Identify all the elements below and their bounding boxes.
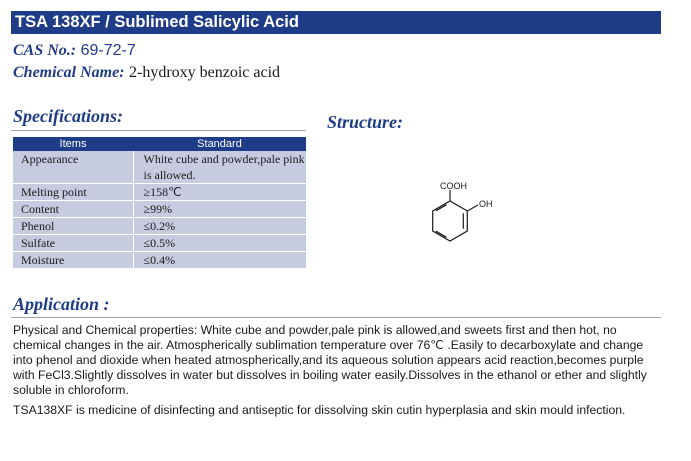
application-paragraph: TSA138XF is medicine of disinfecting and antiseptic for dissolving skin cutin hyperplasia and skin mould infection.	[13, 403, 626, 417]
table-row	[13, 184, 306, 201]
chemical-name-line	[13, 64, 280, 82]
table-header-row	[13, 137, 306, 151]
table-row	[13, 151, 306, 184]
specifications-divider	[11, 130, 306, 131]
spec-standard: ≤0.2%	[133, 218, 306, 235]
cooh-label: COOH	[440, 181, 467, 191]
spec-standard: ≥158℃	[133, 184, 306, 201]
application-heading: Application :	[13, 294, 110, 314]
spec-item: Content	[13, 201, 133, 218]
salicylic-acid-structure	[420, 178, 520, 258]
application-divider	[11, 317, 661, 318]
structure-heading: Structure:	[327, 112, 404, 132]
spec-standard: ≤0.5%	[133, 235, 306, 252]
table-row	[13, 218, 306, 235]
spec-item: Sulfate	[13, 235, 133, 252]
spec-standard: White cube and powder,pale pink is allowed.	[133, 151, 306, 184]
spec-item: Melting point	[13, 184, 133, 201]
cas-label: CAS No.:	[13, 42, 77, 59]
cas-number-line	[13, 42, 136, 60]
application-paragraph: Physical and Chemical properties: White cube and powder,pale pink is allowed,and sweets first and then hot, no chemical changes in the air. Atmospherically sublimation temperature over 76℃ .Easily to decarboxylate and change into phenol and dioxide when heated atmospherically,and its aqueous solution appears acid reaction,becomes purple with FeCl3.Slightly dissolves in water but dissolves in boiling water easily.Dissolves in the ethanol or ether and slightly soluble in chloroform.	[13, 323, 647, 397]
oh-label: OH	[479, 199, 493, 209]
spec-item: Moisture	[13, 252, 133, 269]
table-row	[13, 252, 306, 269]
cas-value: 69-72-7	[80, 42, 136, 59]
spec-item: Appearance	[13, 151, 133, 184]
hydroxyl-bond	[467, 205, 478, 211]
application-body	[13, 323, 665, 423]
product-title: TSA 138XF / Sublimed Salicylic Acid	[11, 11, 661, 34]
table-row	[13, 235, 306, 252]
chemical-name-label: Chemical Name:	[13, 64, 125, 81]
column-header-standard: Standard	[133, 137, 306, 151]
table-row	[13, 201, 306, 218]
specifications-heading: Specifications:	[13, 106, 123, 126]
column-header-items: Items	[13, 137, 133, 151]
spec-standard: ≤0.4%	[133, 252, 306, 269]
spec-standard: ≥99%	[133, 201, 306, 218]
spec-item: Phenol	[13, 218, 133, 235]
benzene-ring	[433, 201, 468, 241]
specifications-table	[13, 137, 306, 269]
chemical-name-value: 2-hydroxy benzoic acid	[129, 64, 281, 81]
